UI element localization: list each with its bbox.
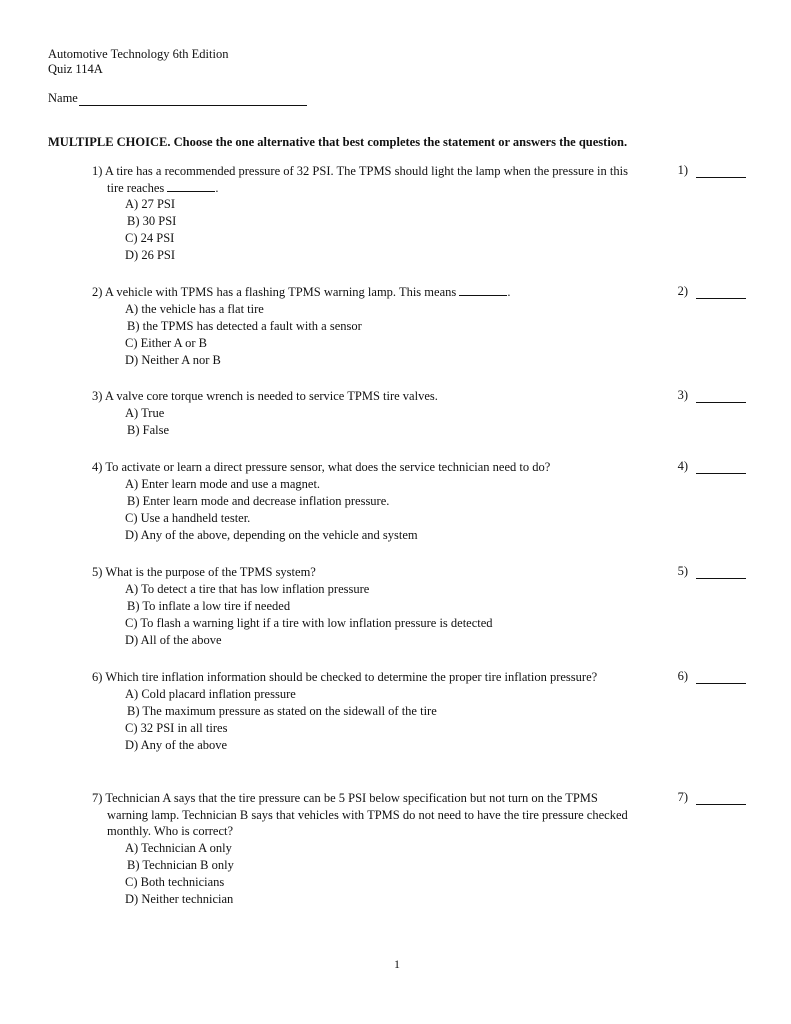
question-1 [92,163,752,264]
option-b[interactable]: B) the TPMS has detected a fault with a sensor [127,318,362,333]
options-list [125,581,752,649]
option-d[interactable]: D) 26 PSI [125,248,176,262]
option-a[interactable]: A) 27 PSI [125,197,176,211]
question-4 [92,459,752,544]
answer-blank[interactable] [696,461,746,474]
options-list [125,476,752,544]
answer-slot[interactable]: 3) [678,388,746,403]
option-c[interactable]: C) To flash a warning light if a tire with low inflation pressure is detected [125,615,493,630]
answer-slot[interactable]: 1) [678,163,746,178]
answer-blank[interactable] [696,566,746,579]
name-row [48,91,307,106]
option-a[interactable]: A) To detect a tire that has low inflation pressure [125,581,370,596]
course-title: Automotive Technology 6th Edition [48,47,229,61]
question-2 [92,284,752,369]
option-a[interactable]: A) Technician A only [125,840,232,855]
options-list [125,301,752,369]
options-list [125,686,752,754]
option-b[interactable]: B) To inflate a low tire if needed [127,598,291,613]
answer-slot[interactable]: 4) [678,459,746,474]
option-d[interactable]: D) Neither A nor B [125,352,221,367]
inline-blank [459,285,507,296]
question-text: 7) Technician A says that the tire pressure can be 5 PSI below specification but not turn on the TPMS warning lamp. Technician B says that vehicles with TPMS do not need to have the tire pressure checked monthly. Who is correct? [92,791,628,838]
question-6 [92,669,752,754]
question-text: 6) Which tire inflation information should be checked to determine the proper tire inflation pressure? [92,670,598,684]
question-text: 4) To activate or learn a direct pressure sensor, what does the service technician need to do? [92,460,551,474]
option-c[interactable]: C) Either A or B [125,335,207,350]
option-a[interactable]: A) the vehicle has a flat tire [125,301,264,316]
question-text: 3) A valve core torque wrench is needed to service TPMS tire valves. [92,389,438,403]
question-text: 5) What is the purpose of the TPMS system? [92,565,316,579]
question-5 [92,564,752,649]
answer-blank[interactable] [696,792,746,805]
answer-blank[interactable] [696,286,746,299]
option-a[interactable]: A) Enter learn mode and use a magnet. [125,476,321,491]
answer-slot[interactable]: 2) [678,284,746,299]
option-b[interactable]: B) 30 PSI [127,214,177,228]
option-c[interactable]: C) Both technicians [125,874,225,889]
option-d[interactable]: D) Neither technician [125,891,234,906]
option-c[interactable]: C) 32 PSI in all tires [125,720,228,735]
answer-blank[interactable] [696,165,746,178]
question-7 [92,790,752,908]
answer-slot[interactable]: 5) [678,564,746,579]
option-d[interactable]: D) All of the above [125,632,222,647]
answer-slot[interactable]: 6) [678,669,746,684]
option-d[interactable]: D) Any of the above, depending on the vehicle and system [125,527,418,542]
option-c[interactable]: C) Use a handheld tester. [125,510,251,525]
name-field[interactable] [79,93,307,106]
inline-blank [167,181,215,192]
options-list [125,196,752,264]
page-number: 1 [394,957,400,971]
option-b[interactable]: B) Enter learn mode and decrease inflation pressure. [127,493,390,508]
option-c[interactable]: C) 24 PSI [125,231,175,245]
option-b[interactable]: B) The maximum pressure as stated on the sidewall of the tire [127,703,437,718]
options-list [125,405,752,439]
question-text: 2) A vehicle with TPMS has a flashing TPMS warning lamp. This means . [92,285,511,299]
question-3 [92,388,752,439]
instructions: MULTIPLE CHOICE. Choose the one alternative that best completes the statement or answers the question. [48,135,628,149]
option-a[interactable]: A) True [125,405,165,420]
option-d[interactable]: D) Any of the above [125,737,228,752]
option-b[interactable]: B) Technician B only [127,857,234,872]
name-label: Name [48,91,78,105]
answer-blank[interactable] [696,671,746,684]
question-text: 1) A tire has a recommended pressure of 32 PSI. The TPMS should light the lamp when the pressure in this tire reaches . [92,164,628,195]
answer-slot[interactable]: 7) [678,790,746,805]
option-b[interactable]: B) False [127,422,170,437]
quiz-title: Quiz 114A [48,62,103,76]
answer-blank[interactable] [696,390,746,403]
option-a[interactable]: A) Cold placard inflation pressure [125,686,296,701]
document-header [48,47,228,77]
options-list [125,840,752,908]
